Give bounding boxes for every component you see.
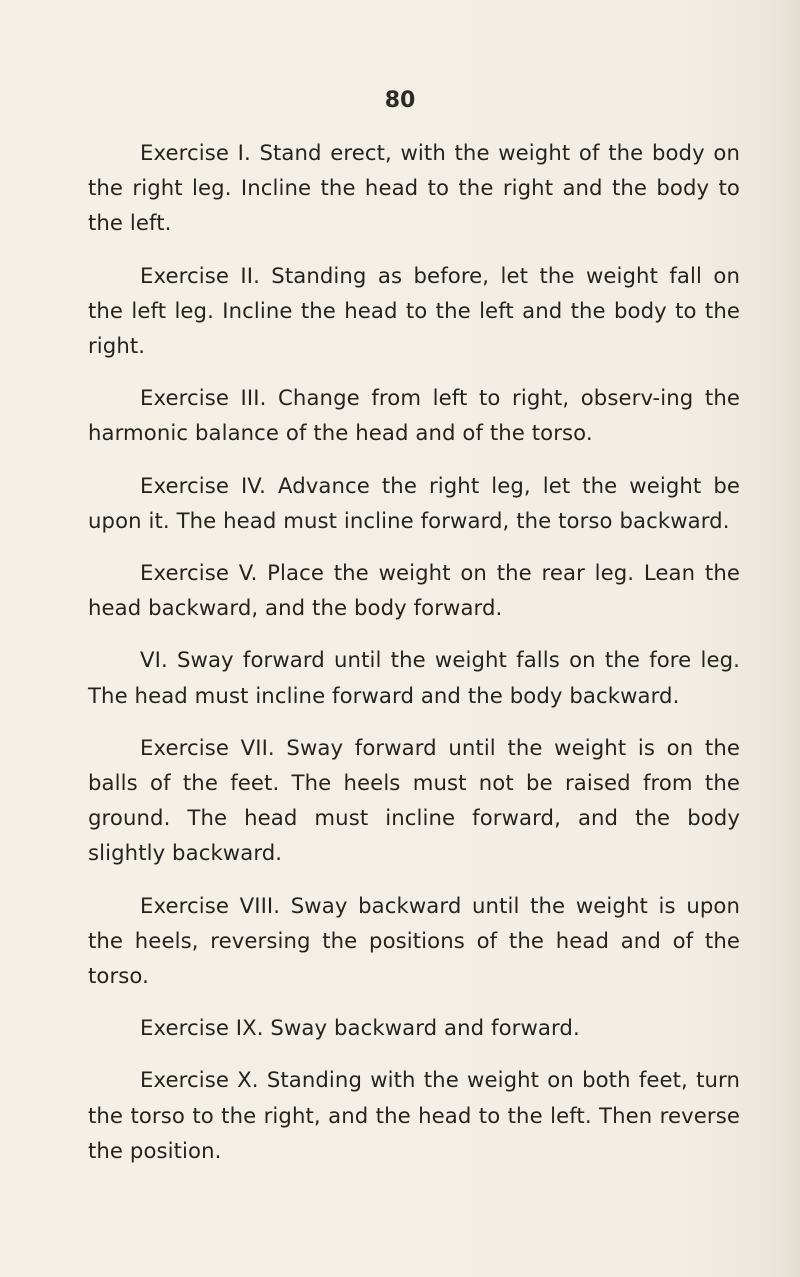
paragraph-exercise-9: Exercise IX. Sway backward and forward.: [140, 1015, 580, 1041]
paragraph-exercise-6: VI. Sway forward until the weight falls on the fore leg. The head must incline forward and the body backward.: [88, 647, 740, 708]
paragraph-exercise-10: Exercise X. Standing with the weight on both feet, turn the torso to the right, and the head to the left. Then reverse the position.: [88, 1067, 740, 1163]
paragraph-exercise-1: Exercise I. Stand erect, with the weight of the body on the right leg. Incline the head to the right and the body to the left.: [88, 140, 740, 236]
paragraph-exercise-3: Exercise III. Change from left to right, observ-ing the harmonic balance of the head and of the torso.: [88, 385, 740, 446]
paragraph-exercise-2: Exercise II. Standing as before, let the weight fall on the left leg. Incline the head to the left and the body to the right.: [88, 262, 740, 359]
page-number: 80: [384, 88, 416, 113]
exercise-text: [88, 135, 740, 1185]
paragraph-exercise-4: Exercise IV. Advance the right leg, let the weight be upon it. The head must incline forward, the torso backward.: [88, 472, 740, 533]
paragraph-exercise-7: Exercise VII. Sway forward until the weight is on the balls of the feet. The heels must not be raised from the ground. The head must incline forward, and the body slightly backward.: [88, 734, 740, 866]
paragraph-exercise-5: Exercise V. Place the weight on the rear leg. Lean the head backward, and the body forward.: [88, 560, 740, 621]
paragraph-exercise-8: Exercise VIII. Sway backward until the weight is upon the heels, reversing the positions of the head and of the torso.: [88, 892, 740, 989]
